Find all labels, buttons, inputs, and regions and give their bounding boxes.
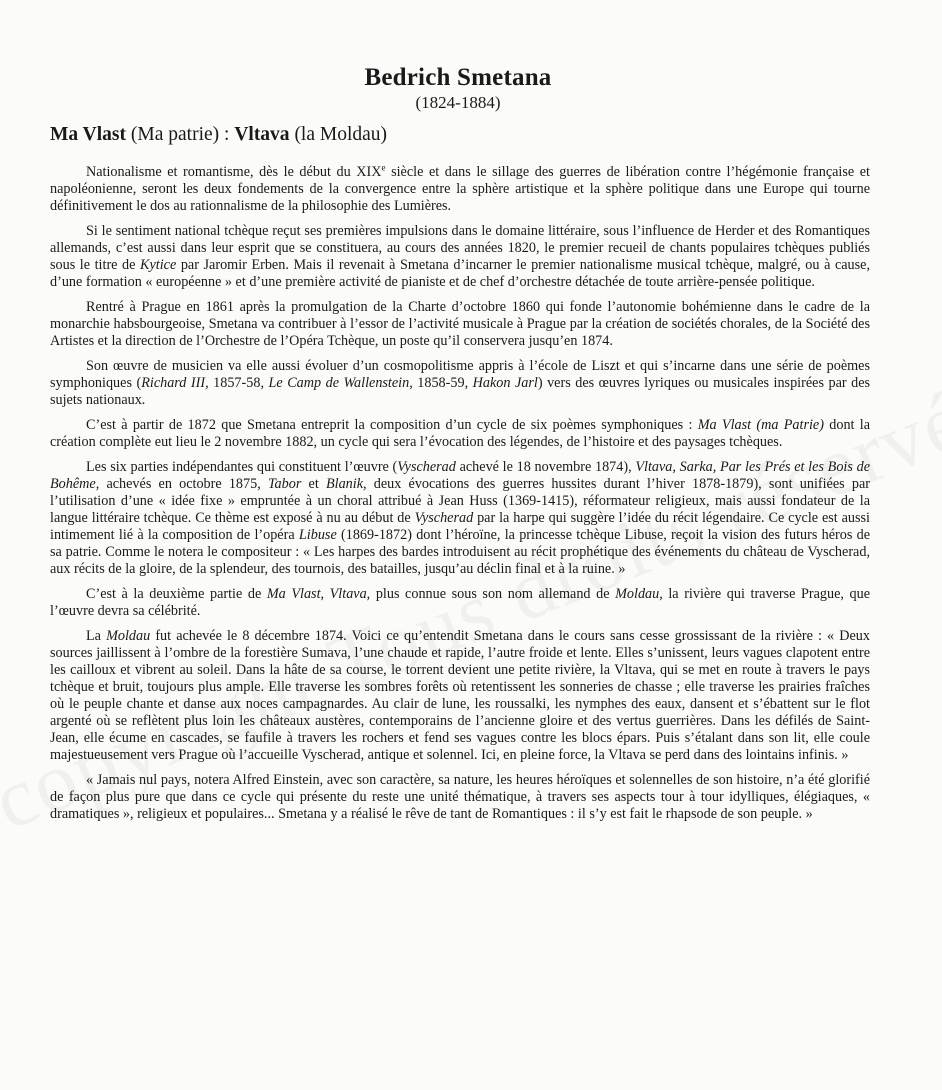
- body-paragraph: [50, 628, 870, 764]
- italic-text: Vltava, Sarka, Par les Prés et les Bois de Bohême,: [50, 459, 870, 492]
- work-subtitle: [50, 123, 387, 147]
- part-title-translation: (la Moldau): [289, 124, 388, 145]
- italic-text: Libuse: [298, 527, 337, 543]
- work-title: Ma Vlast: [50, 124, 127, 145]
- composer-dates: (1824-1884): [415, 93, 501, 112]
- paragraph-text: (1869-1872) dont l’héroïne, la princesse tchèque Libuse, reçoit la vision des futurs héros de sa patrie. Comme le notera le compositeur : « Les harpes des bardes introduisent au récit prophétique des événements du château de Vyscherad, aux récits de la gloire, de la splendeur, des tournois, des batailles, jusqu’au déclin final et à la ruine. »: [50, 527, 870, 577]
- paragraph-text: siècle et dans le sillage des guerres de libération contre l’hégémonie française et napoléonienne, seront les deux fondements de la convergence entre la sphère artistique et la sphère politique dans une Europe qui tourne définitivement le dos au rationnalisme de la philosophie des Lumières.: [50, 164, 870, 214]
- paragraph-text: Son œuvre de musicien va elle aussi évoluer d’un cosmopolitisme appris à l’école de Liszt et qui s’incarne dans une série de poèmes symphoniques (: [50, 358, 870, 391]
- paragraph-text: « Jamais nul pays, notera Alfred Einstein, avec son caractère, sa nature, les heures héroïques et solennelles de son histoire, n’a été glorifié de façon plus pure que dans ce cycle qui présente du reste une unité thématique, à travers ses aspects tour à tour idylliques, élégiaques, « dramatiques », religieux et populaires... Smetana y a réalisé le rêve de tant de Romantiques : il s’y est fait le rhapsode de son peuple. »: [50, 772, 870, 822]
- paragraph-text: par la harpe qui suggère l’idée du récit légendaire. Ce cycle est aussi intimement lié à la composition de l’opéra: [50, 510, 870, 543]
- italic-text: Richard III,: [141, 375, 209, 391]
- body-paragraph: [50, 586, 870, 620]
- body-paragraph: [50, 358, 870, 409]
- paragraph-text: la rivière qui traverse Prague, que l’œuvre devra sa célébrité.: [50, 586, 871, 619]
- paragraph-text: et: [301, 476, 326, 492]
- paragraph-text: plus connue sous son nom allemand de: [370, 586, 616, 602]
- italic-text: Kytice: [140, 257, 177, 273]
- italic-text: Ma Vlast, Vltava,: [266, 586, 371, 602]
- paragraph-text: fut achevée le 8 décembre 1874. Voici ce qu’entendit Smetana dans le cours sans cesse grossissant de la rivière : « Deux sources jaillissent à l’ombre de la forestière Sumava, l’une chaude et rapide, l’autre froide et lente. Elles s’unissent, leurs vagues clapotent entre les cailloux et vibrent au soleil. Dans la hâte de sa course, le torrent devient une petite rivière, la Vltava, qui se met en route à travers le pays tchèque et bruit, toujours plus ample. Elle traverse les sombres forêts où retentissent les sonneries de chasse ; elle traverse les prairies fraîches où le peuple chante et danse aux noces campagnardes. Au clair de lune, les roussalki, les nymphes des eaux, dansent et s’ébattent sur le flot argenté où se reflètent plus loin les châteaux austères, contemporains de l’ancienne gloire et des vertus guerrières. Dans les défilés de Saint-Jean, elle écume en cascades, se faufile à travers les rochers et fend ses vagues contre les blocs épars. Puis s’étalant dans son lit, elle coule majestueusement vers Prague où l’accueille Vyscherad, antique et solennel. Ici, en pleine force, la Vltava se perd dans des lointains infinis. »: [50, 628, 870, 763]
- body-paragraph: [50, 223, 870, 291]
- paragraph-text: Nationalisme et romantisme, dès le début du XIX: [86, 164, 382, 180]
- italic-text: Vyscherad: [397, 459, 456, 475]
- paragraph-text: deux évocations des guerres hussites durant l’hiver 1878-1879), sont unifiées par l’utilisation d’une « idée fixe » empruntée à un choral attribué à Jean Huss (1369-1415), réformateur religieux, mais aussi fondateur de la langue littéraire tchèque. Ce thème est exposé à nu au début de: [50, 476, 870, 526]
- italic-text: Vyscherad: [414, 510, 474, 526]
- paragraph-text: achevé le 18 novembre 1874),: [455, 459, 636, 475]
- part-title: Vltava: [234, 124, 290, 145]
- paragraph-text: par Jaromir Erben. Mais il revenait à Smetana d’incarner le premier nationalisme musical tchèque, malgré, ou à cause, d’une formation « européenne » et d’une première activité de pianiste et de chef d’orchestre détachée de toute arrière-pensée politique.: [50, 257, 870, 290]
- italic-text: Hakon Jarl: [472, 375, 538, 391]
- italic-text: Moldau,: [615, 586, 663, 602]
- body-paragraph: [50, 417, 870, 451]
- paragraph-text: C’est à partir de 1872 que Smetana entreprit la composition d’un cycle de six poèmes symphoniques :: [86, 417, 698, 433]
- body-paragraph: [50, 164, 870, 215]
- italic-text: Ma Vlast (ma Patrie): [697, 417, 824, 433]
- superscript-text: e: [381, 162, 386, 173]
- body-paragraph: [50, 772, 870, 823]
- paragraph-text: La: [86, 628, 107, 644]
- paragraph-text: achevés en octobre 1875,: [99, 476, 268, 492]
- paragraph-text: Si le sentiment national tchèque reçut ses premières impulsions dans le domaine littéraire, sous l’influence de Herder et des Romantiques allemands, c’est aussi dans leur esprit que se constituera, au cours des années 1820, le premier recueil de chants populaires tchèques publiés sous le titre de: [50, 223, 870, 273]
- paragraph-text: dont la création complète eut lieu le 2 novembre 1882, un cycle qui sera l’évocation des légendes, de l’histoire et des paysages tchèques.: [50, 417, 871, 450]
- italic-text: Tabor: [267, 476, 302, 492]
- italic-text: Blanik,: [325, 476, 367, 492]
- paragraph-text: ) vers des œuvres lyriques ou musicales inspirées par des sujets nationaux.: [50, 375, 871, 408]
- page-title: Bedrich Smetana: [364, 64, 552, 91]
- paragraph-text: C’est à la deuxième partie de: [86, 586, 267, 602]
- italic-text: Le Camp de Wallenstein,: [268, 375, 413, 391]
- work-title-translation: (Ma patrie) :: [126, 124, 235, 145]
- paragraph-text: Rentré à Prague en 1861 après la promulgation de la Charte d’octobre 1860 qui fonde l’autonomie bohémienne dans le cadre de la monarchie habsbourgeoise, Smetana va contribuer à l’essor de l’activité musicale à Prague par la création de sociétés chorales, de la Société des Artistes et la direction de l’Orchestre de l’Opéra Tchèque, un poste qu’il conservera jusqu’en 1874.: [50, 299, 870, 349]
- paragraph-text: Les six parties indépendantes qui constituent l’œuvre (: [86, 459, 398, 475]
- paragraph-text: 1857-58,: [208, 375, 269, 391]
- body-paragraph: [50, 459, 870, 578]
- italic-text: Moldau: [106, 628, 151, 644]
- article-body: [50, 164, 870, 831]
- paragraph-text: 1858-59,: [412, 375, 473, 391]
- body-paragraph: [50, 299, 870, 350]
